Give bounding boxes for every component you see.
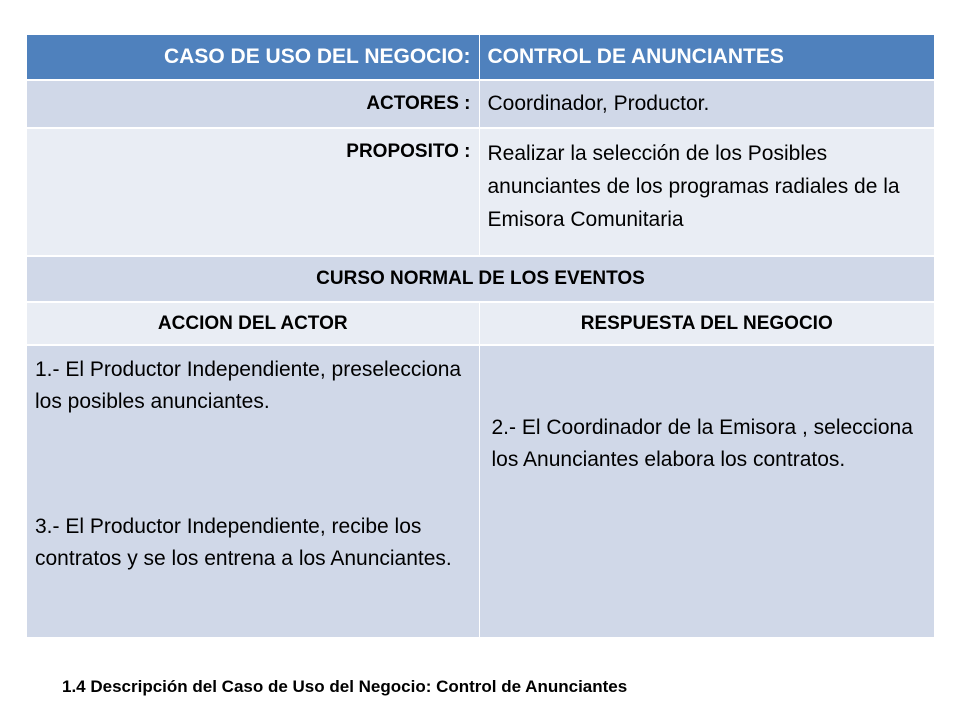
actor-action-heading: ACCION DEL ACTOR <box>27 302 479 345</box>
steps-row <box>27 345 934 638</box>
actors-value: Coordinador, Productor. <box>479 80 934 128</box>
use-case-name: CONTROL DE ANUNCIANTES <box>479 35 934 80</box>
header-row <box>27 35 934 80</box>
purpose-label: PROPOSITO : <box>27 128 479 256</box>
step-spacer <box>35 418 469 511</box>
use-case-label: CASO DE USO DEL NEGOCIO: <box>27 35 479 80</box>
use-case-table <box>27 35 934 639</box>
business-steps-cell <box>479 345 934 638</box>
figure-caption: 1.4 Descripción del Caso de Uso del Negocio: Control de Anunciantes <box>62 677 628 696</box>
actors-label: ACTORES : <box>27 80 479 128</box>
business-response-heading: RESPUESTA DEL NEGOCIO <box>479 302 934 345</box>
actors-row <box>27 80 934 128</box>
step-1-text: 1.- El Productor Independiente, preselecciona los posibles anunciantes. <box>35 358 462 413</box>
step-3-text: 3.- El Productor Independiente, recibe los contratos y se los entrena a los Anunciantes. <box>35 515 452 570</box>
step-2-text: 2.- El Coordinador de la Emisora , selecciona los Anunciantes elabora los contratos. <box>491 416 913 471</box>
subheads-row <box>27 302 934 345</box>
actor-steps-cell <box>27 345 479 638</box>
purpose-value: Realizar la selección de los Posibles anunciantes de los programas radiales de la Emisora Comunitaria <box>479 128 934 256</box>
course-title: CURSO NORMAL DE LOS EVENTOS <box>27 256 934 302</box>
course-title-row <box>27 256 934 302</box>
purpose-row <box>27 128 934 256</box>
